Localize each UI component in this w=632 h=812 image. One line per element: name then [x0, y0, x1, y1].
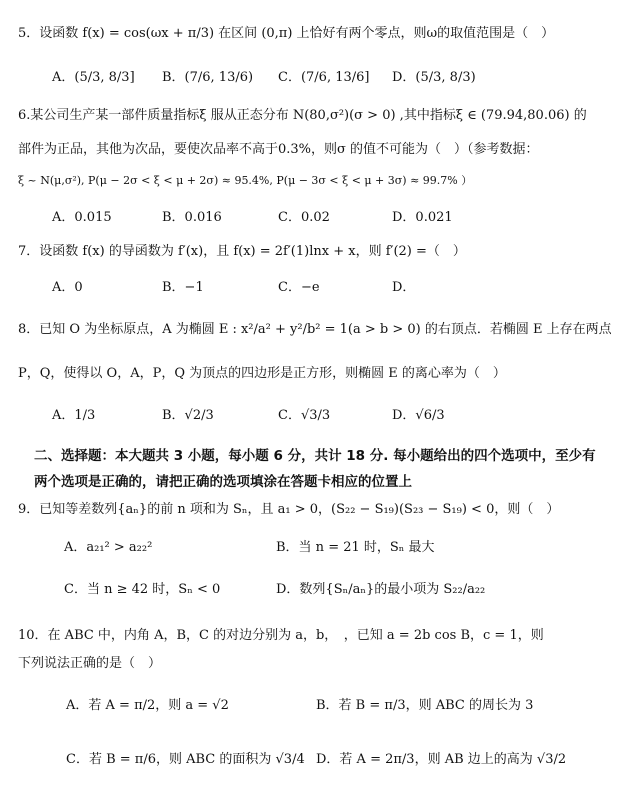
- q8-stem-line1: 8．已知 O 为坐标原点，A 为椭圆 E : x²/a² + y²/b² = 1(a > b > 0) 的右顶点．若椭圆 E 上存在两点: [18, 322, 612, 337]
- q8-stem-line2: P，Q，使得以 O，A，P，Q 为顶点的四边形是正方形，则椭圆 E 的离心率为（ ）: [18, 366, 506, 381]
- q9-stem: 9．已知等差数列{aₙ}的前 n 项和为 Sₙ，且 a₁ > 0，(S₂₂ − S₁₉)(S₂₃ − S₁₉) < 0，则（ ）: [18, 502, 560, 517]
- section-heading-line2: 两个选项是正确的，请把正确的选项填涂在答题卡相应的位置上: [34, 474, 412, 490]
- q7-choice-b: B．−1: [162, 280, 204, 295]
- q7-choice-d: D．: [392, 280, 416, 295]
- q9-choice-d: D．数列{Sₙ/aₙ}的最小项为 S₂₂/a₂₂: [276, 582, 486, 597]
- q5-choice-b: B．(7/6, 13/6): [162, 70, 254, 85]
- q8-choice-a: A．1/3: [52, 408, 96, 423]
- q5-choice-d: D．(5/3, 8/3): [392, 70, 476, 85]
- q8-choice-c: C．√3/3: [278, 408, 331, 423]
- q9-choice-a: A．a₂₁² > a₂₂²: [64, 540, 153, 555]
- q10-stem-line2: 下列说法正确的是（ ）: [18, 656, 162, 671]
- q7-choice-c: C．−e: [278, 280, 320, 295]
- q6-reference-data: ξ ~ N(μ,σ²), P(μ − 2σ < ξ < μ + 2σ) ≈ 95.4%, P(μ − 3σ < ξ < μ + 3σ) ≈ 99.7% ）: [18, 174, 473, 187]
- section-heading-line1: 二、选择题：本大题共 3 小题，每小题 6 分，共计 18 分. 每小题给出的四个选项中，至少有: [34, 448, 596, 464]
- q10-choice-b: B．若 B = π/3，则 ABC 的周长为 3: [316, 698, 534, 713]
- q9-choice-c: C．当 n ≥ 42 时，Sₙ < 0: [64, 582, 221, 597]
- q5-choice-c: C．(7/6, 13/6]: [278, 70, 370, 85]
- q6-stem-line2: 部件为正品，其他为次品，要使次品率不高于0.3%，则σ 的值不可能为（ ）（参考数据：: [18, 142, 539, 157]
- q10-choice-d: D．若 A = 2π/3，则 AB 边上的高为 √3/2: [316, 752, 567, 767]
- q5-stem: 5．设函数 f(x) = cos(ωx + π/3) 在区间 (0,π) 上恰好有两个零点，则ω的取值范围是（ ）: [18, 26, 555, 41]
- q5-choice-a: A．(5/3, 8/3]: [52, 70, 135, 85]
- q7-stem: 7．设函数 f(x) 的导函数为 f′(x)，且 f(x) = 2f′(1)lnx + x，则 f′(2) =（ ）: [18, 244, 466, 259]
- q6-choice-b: B．0.016: [162, 210, 222, 225]
- q6-choice-d: D．0.021: [392, 210, 453, 225]
- q6-choice-a: A．0.015: [52, 210, 112, 225]
- q10-choice-a: A．若 A = π/2，则 a = √2: [66, 698, 229, 713]
- q7-choice-a: A．0: [52, 280, 83, 295]
- q8-choice-d: D．√6/3: [392, 408, 445, 423]
- q8-choice-b: B．√2/3: [162, 408, 214, 423]
- q10-choice-c: C．若 B = π/6，则 ABC 的面积为 √3/4: [66, 752, 305, 767]
- q9-choice-b: B．当 n = 21 时，Sₙ 最大: [276, 540, 435, 555]
- q6-stem-line1: 6.某公司生产某一部件质量指标ξ 服从正态分布 N(80,σ²)(σ > 0) ,其中指标ξ ∈ (79.94,80.06) 的: [18, 108, 587, 123]
- q10-stem-line1: 10．在 ABC 中，内角 A，B，C 的对边分别为 a，b， ，已知 a = 2b cos B，c = 1，则: [18, 628, 544, 643]
- q6-choice-c: C．0.02: [278, 210, 330, 225]
